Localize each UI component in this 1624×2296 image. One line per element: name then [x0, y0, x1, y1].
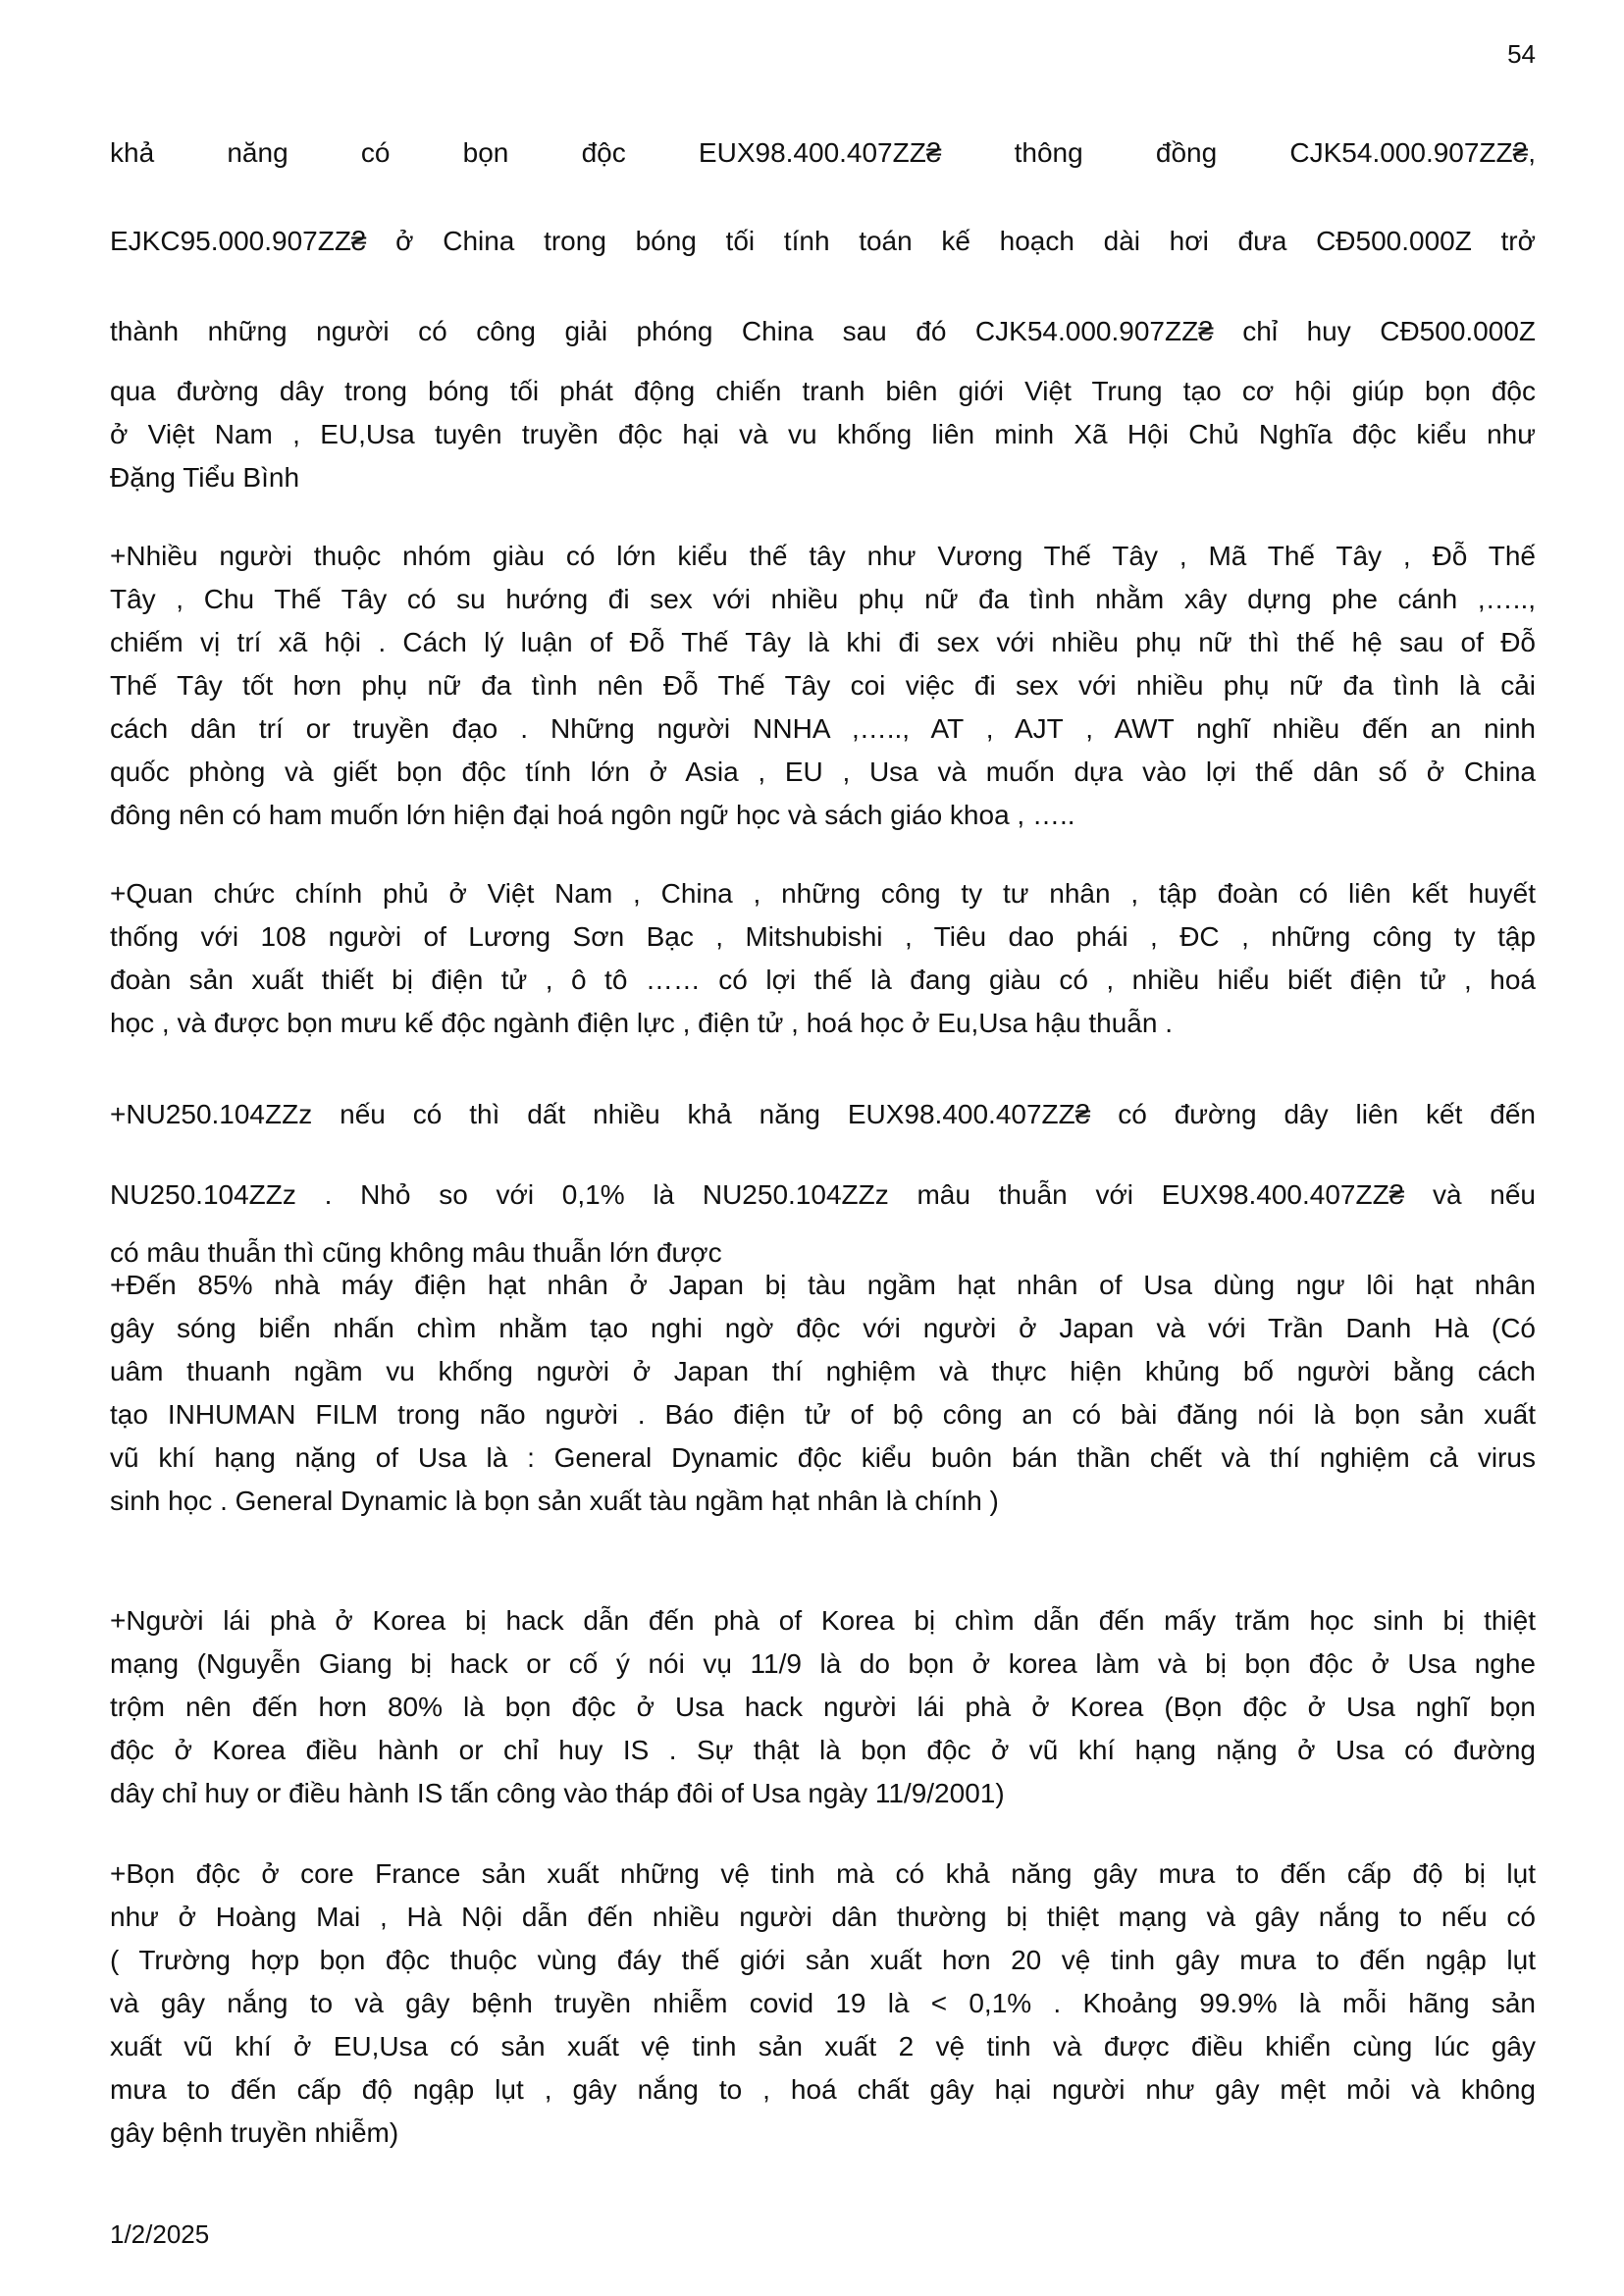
text-line: +Quan chức chính phủ ở Việt Nam , China , những công ty tư nhân , tập đoàn có liên kết huyết: [110, 878, 1536, 909]
text-line: gây bệnh truyền nhiễm): [110, 2117, 399, 2148]
text-line: Tây , Chu Thế Tây có su hướng đi sex với nhiều phụ nữ đa tình nhằm xây dựng phe cánh ,…..,: [110, 584, 1536, 614]
text-line: tạo INHUMAN FILM trong não người . Báo điện tử of bộ công an có bài đăng nói là bọn sản xuất: [110, 1399, 1536, 1430]
text-line: mạng (Nguyễn Giang bị hack or cố ý nói vụ 11/9 là do bọn ở korea làm và bị bọn độc ở Usa nghe: [110, 1648, 1536, 1679]
text-line: dây chỉ huy or điều hành IS tấn công vào tháp đôi of Usa ngày 11/9/2001): [110, 1778, 1005, 1808]
text-line: chiếm vị trí xã hội . Cách lý luận of Đỗ Thế Tây là khi đi sex với nhiều phụ nữ thì thế hệ sau of Đỗ: [110, 627, 1536, 657]
text-line: như ở Hoàng Mai , Hà Nội dẫn đến nhiều người dân thường bị thiệt mạng và gây nắng to nếu có: [110, 1902, 1536, 1932]
text-line: +Đến 85% nhà máy điện hạt nhân ở Japan bị tàu ngầm hạt nhân of Usa dùng ngư lôi hạt nhân: [110, 1270, 1536, 1300]
paragraph: [110, 872, 1536, 1045]
text-line: có mâu thuẫn thì cũng không mâu thuẫn lớn được: [110, 1237, 722, 1268]
text-line: gây sóng biển nhấn chìm nhằm tạo nghi ngờ độc với người ở Japan và với Trần Danh Hà (Có: [110, 1313, 1536, 1343]
page-number: 54: [1507, 39, 1536, 69]
text-line: +Người lái phà ở Korea bị hack dẫn đến phà of Korea bị chìm dẫn đến mấy trăm học sinh bị thiệt: [110, 1605, 1536, 1636]
paragraph: [110, 1093, 1536, 1275]
paragraph: [110, 1852, 1536, 2155]
text-line: độc ở Korea điều hành or chỉ huy IS . Sự thật là bọn độc ở vũ khí hạng nặng ở Usa có đường: [110, 1735, 1536, 1765]
text-line: thành những người có công giải phóng China sau đó CJK54.000.907ZZ₴ chỉ huy CĐ500.000Z: [110, 316, 1536, 346]
paragraph: [110, 1264, 1536, 1523]
text-line: cách dân trí or truyền đạo . Những người NNHA ,….., AT , AJT , AWT nghĩ nhiều đến an ninh: [110, 713, 1536, 744]
text-line: qua đường dây trong bóng tối phát động chiến tranh biên giới Việt Trung tạo cơ hội giúp bọn độc: [110, 376, 1536, 406]
text-line: +NU250.104ZZz nếu có thì dất nhiều khả năng EUX98.400.407ZZ₴ có đường dây liên kết đến: [110, 1099, 1536, 1129]
text-line: uâm thuanh ngầm vu khống người ở Japan thí nghiệm và thực hiện khủng bố người bằng cách: [110, 1356, 1536, 1386]
text-line: xuất vũ khí ở EU,Usa có sản xuất vệ tinh sản xuất 2 vệ tinh và được điều khiển cùng lúc gây: [110, 2031, 1536, 2061]
paragraph: [110, 1599, 1536, 1815]
paragraph: [110, 131, 1536, 499]
text-line: +Bọn độc ở core France sản xuất những vệ tinh mà có khả năng gây mưa to đến cấp độ bị lụt: [110, 1858, 1536, 1889]
text-line: ( Trường hợp bọn độc thuộc vùng đáy thế giới sản xuất hơn 20 vệ tinh gây mưa to đến ngập lụt: [110, 1945, 1536, 1975]
text-line: Thế Tây tốt hơn phụ nữ đa tình nên Đỗ Thế Tây coi việc đi sex với nhiều phụ nữ đa tình là cải: [110, 670, 1536, 701]
text-line: sinh học . General Dynamic là bọn sản xuất tàu ngầm hạt nhân là chính ): [110, 1486, 999, 1516]
text-line: đoàn sản xuất thiết bị điện tử , ô tô …… có lợi thế là đang giàu có , nhiều hiểu biết điện tử , hoá: [110, 965, 1536, 995]
text-line: ở Việt Nam , EU,Usa tuyên truyền độc hại và vu khống liên minh Xã Hội Chủ Nghĩa độc kiểu như: [110, 419, 1536, 449]
text-line: mưa to đến cấp độ ngập lụt , gây nắng to , hoá chất gây hại người như gây mệt mỏi và không: [110, 2074, 1536, 2105]
text-line: trộm nên đến hơn 80% là bọn độc ở Usa hack người lái phà ở Korea (Bọn độc ở Usa nghĩ bọn: [110, 1692, 1536, 1722]
text-line: khả năng có bọn độc EUX98.400.407ZZ₴ thông đồng CJK54.000.907ZZ₴,: [110, 137, 1536, 168]
text-line: vũ khí hạng nặng of Usa là : General Dynamic độc kiểu buôn bán thần chết và thí nghiệm cả virus: [110, 1442, 1536, 1473]
text-line: NU250.104ZZz . Nhỏ so với 0,1% là NU250.104ZZz mâu thuẫn với EUX98.400.407ZZ₴ và nếu: [110, 1179, 1536, 1210]
footer-date: 1/2/2025: [110, 2219, 210, 2249]
text-line: đông nên có ham muốn lớn hiện đại hoá ngôn ngữ học và sách giáo khoa , …..: [110, 800, 1075, 830]
text-line: +Nhiều người thuộc nhóm giàu có lớn kiểu thế tây như Vương Thế Tây , Mã Thế Tây , Đỗ Thế: [110, 541, 1536, 571]
paragraph: [110, 535, 1536, 837]
text-line: học , và được bọn mưu kế độc ngành điện lực , điện tử , hoá học ở Eu,Usa hậu thuẫn .: [110, 1008, 1174, 1038]
text-line: Đặng Tiểu Bình: [110, 462, 300, 493]
text-line: và gây nắng to và gây bệnh truyền nhiễm covid 19 là < 0,1% . Khoảng 99.9% là mỗi hãng sản: [110, 1988, 1536, 2018]
text-line: thống với 108 người of Lương Sơn Bạc , Mitshubishi , Tiêu dao phái , ĐC , những công ty tập: [110, 921, 1536, 952]
text-line: quốc phòng và giết bọn độc tính lớn ở Asia , EU , Usa và muốn dựa vào lợi thế dân số ở China: [110, 757, 1536, 787]
text-line: EJKC95.000.907ZZ₴ ở China trong bóng tối tính toán kế hoạch dài hơi đưa CĐ500.000Z trở: [110, 226, 1536, 256]
